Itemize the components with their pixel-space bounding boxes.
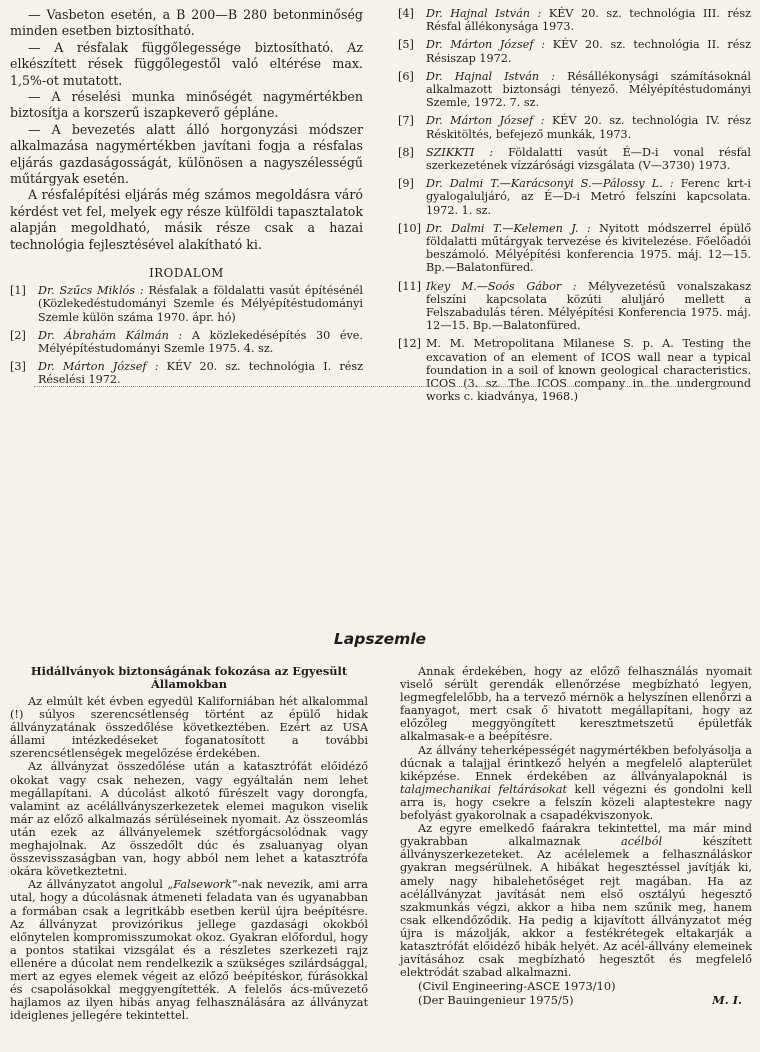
reference-item [10, 360, 363, 386]
reference-author: Dr. Hajnal István : [426, 7, 542, 20]
reference-number: [10] [398, 221, 421, 235]
paragraph-text: készített állványszerkezeteket. Az acélelemek a felhasználáskor gyakran megsérülnek. A hibákat hegesztéssel javítják ki, amely nagy hibalehetőséget rejt magában. Ha az acélállványzat javítását nem első osztályú hegesztő szakmunkás végzi, akkor a hiba nem szűnik meg, hanem csak elkendőződik. Ha pedig a kijavított állványzatot még újra is mázolják, akkor a festékrétegek eltakarják a katasztrófát előidéző hibák helyét. Az acél-állvány elemeinek javításához csak megbízható hegesztőt és megfelelő elektródát szabad alkalmazni. [400, 835, 752, 980]
reference-text: Mélyvezetésű vonalszakasz felszíni kapcsolata közúti aluljáró mellett a Felszabadulás téren. Mélyépítési Konferencia 1975. máj. 12—15. Bp.—Balatonfüred. [426, 279, 751, 333]
article-right-column [400, 665, 752, 1007]
reference-item [10, 329, 363, 355]
conclusion-paragraph-1: — Vasbeton esetén, a B 200—B 280 betonminőség minden esetben biztosítható. [10, 7, 363, 39]
article-paragraph [400, 744, 752, 823]
article-paragraph [400, 822, 752, 979]
reference-author: Dr. Dalmi T.—Karácsonyi S.—Pálossy L. : [426, 177, 674, 191]
reference-body [426, 70, 751, 110]
reference-number: [1] [10, 284, 26, 298]
reference-body [426, 114, 751, 140]
reference-item [398, 38, 751, 64]
paragraph-text: ”-nak nevezik, ami arra utal, hogy a dúcolásnak átmeneti feladata van és ugyanabban a formában csak a legritkább esetben kerül újra beépítésre. Az állványzat provizórikus jellege gazdasági okokból előnytelen kompromisszumokat okoz. Gyakran előfordul, hogy a pontos statikai vizsgálat és a részletes szerkezeti rajz ellenére a dúcolat nem rendelkezik a szükséges szilárdsággal, mert az egyes elemek végeit az előző beépítéskor, fúrásokkal és csapolásokkal meggyengítették. A felelős ács-művezető hajlamos az ilyen hibás anyag felhasználására az állványzat ideiglenes jellegére tekintettel. [10, 878, 368, 1023]
reference-item [398, 280, 751, 333]
reference-number: [11] [398, 279, 421, 293]
reference-text: A közlekedésépítés 30 éve. Mélyépítéstudományi Szemle 1975. 4. sz. [38, 328, 363, 355]
reference-body [426, 280, 751, 333]
reference-author: Dr. Dalmi T.—Kelemen J. : [426, 221, 591, 235]
reference-author: Dr. Márton József : [38, 360, 159, 374]
reference-body [426, 38, 751, 64]
source-signature-row [400, 993, 752, 1007]
reference-body [38, 360, 363, 386]
reference-text: Nyitott módszerrel épülő földalatti műtárgyak tervezése és kivitelezése. Főelőadói beszámoló. Mélyépítési konferencia 1975. máj. 12—15. Bp.—Balatonfüred. [426, 221, 751, 275]
reference-item [398, 222, 751, 275]
reference-item [398, 7, 751, 33]
article-paragraph [10, 878, 368, 1022]
article-paragraph: Annak érdekében, hogy az előző felhasználás nyomait viselő sérült gerendák ellenőrzése megbízható legyen, legmegfelelőbb, ha a tervező mérnök a helyszínen ellenőrzi a faanyagot, mert csak ő hivatott megállapítani, hogy az előzőleg meggyöngített keresztmetszetű épületfák alkalmasak-e a beépítésre. [400, 665, 752, 744]
top-left-column [10, 7, 363, 392]
paragraph-text: Az állványzatot angolul „ [28, 878, 174, 892]
reference-author: Dr. Szűcs Miklós : [38, 284, 144, 298]
reference-number: [9] [398, 177, 414, 191]
reference-body [426, 146, 751, 172]
reference-number: [6] [398, 69, 414, 83]
reference-number: [8] [398, 145, 414, 159]
emphasized-term: acélból [621, 835, 663, 849]
reference-author: Dr. Ábrahám Kálmán : [38, 328, 183, 342]
article-title: Hidállványok biztonságának fokozása az Egyesült Államokban [30, 664, 348, 691]
reference-number: [3] [10, 360, 26, 374]
reference-item [398, 114, 751, 140]
reference-text: Földalatti vasút É—D-i vonal résfal szerkezetének vízzárósági vizsgálata (V—3730) 1973. [426, 145, 752, 173]
conclusion-paragraph-3: — A réselési munka minőségét nagymértékben biztosítja a korszerű iszapkeverő gépláne. [10, 89, 363, 121]
conclusion-paragraph-5: A résfalépítési eljárás még számos megoldásra váró kérdést vet fel, melyek egy része külföldi tapasztalatok alapján megoldható, másik része csak a hazai technológia fejlesztésével alakítható ki. [10, 187, 363, 252]
reference-number: [12] [398, 337, 421, 351]
reference-body [426, 177, 751, 217]
conclusion-paragraph-2: — A résfalak függőlegessége biztosítható. Az elkészített rések függőlegestől való eltérése max. 1,5%-ot mutatott. [10, 39, 363, 88]
reference-text: KÉV 20. sz. technológia IV. rész Réskitöltés, befejező munkák, 1973. [426, 114, 751, 141]
reference-text: Résfalak a földalatti vasút építésénél (Közlekedéstudományi Szemle és Mélyépítéstudományi Szemle külön száma 1970. ápr. hó) [38, 284, 364, 324]
reference-author: SZIKKTI : [426, 145, 494, 159]
reference-item [398, 337, 751, 403]
reference-text: Résállékonysági számításoknál alkalmazott biztonsági tényező. Mélyépítéstudományi Szemle, 1972. 7. sz. [426, 69, 751, 110]
reference-author: Ikey M.—Soós Gábor : [426, 279, 577, 293]
emphasized-term: Falsework [173, 878, 232, 892]
reference-text: KÉV 20. sz. technológia II. rész Résiszap 1972. [426, 38, 751, 65]
reference-author: Dr. Márton József : [426, 114, 545, 128]
reference-number: [2] [10, 328, 26, 342]
reference-body [426, 222, 751, 275]
references-heading: IRODALOM [149, 266, 224, 281]
reference-number: [5] [398, 38, 414, 52]
paragraph-text: Az állvány teherképességét nagymértékben befolyásolja a dúcnak a talajjal érintkező helyén a megfelelő alapterület kiképzése. Ennek érdekében az állványalapoknál is [400, 743, 752, 783]
section-divider [34, 386, 744, 387]
paragraph-text: Az egyre emelkedő faárakra tekintettel, ma már mind gyakrabban alkalmaznak [400, 822, 752, 849]
section-title: Lapszemle [333, 630, 427, 648]
reference-text: Ferenc krt-i gyalogaluljáró, az É—D-i Metró felszíni kapcsolata. 1972. 1. sz. [426, 177, 751, 217]
top-right-column [398, 7, 751, 408]
reference-item [10, 284, 363, 324]
reference-item [398, 70, 751, 110]
reference-body [426, 7, 751, 33]
reference-body [38, 329, 363, 355]
reference-text: KÉV 20. sz. technológia III. rész Résfal állékonysága 1973. [426, 7, 752, 34]
reference-author: Dr. Hajnal István : [426, 69, 555, 83]
author-initials: M. I. [712, 993, 742, 1008]
reference-author: Dr. Márton József : [426, 38, 546, 52]
source-citation: (Civil Engineering-ASCE 1973/10) [418, 979, 616, 994]
source-citation: (Der Bauingenieur 1975/5) [418, 993, 574, 1008]
article-paragraph: Az elmúlt két évben egyedül Kaliforniában hét alkalommal (!) súlyos szerencsétlenség történt az épülő hidak állványzatának összedőlése következtében. Ezért az USA állami intézkedéseket foganatosított a további szerencsétlenségek megelőzése érdekében. [10, 695, 368, 761]
reference-text: KÉV 20. sz. technológia I. rész Réselési 1972. [38, 360, 363, 387]
paragraph-text: kell végezni és gondolni kell arra is, hogy csekre a felszín közeli alaptestekre nagy befolyást gyakorolnak a csapadékviszonyok. [400, 782, 752, 823]
reference-item [398, 146, 751, 172]
article-paragraph: Az állványzat összedőlése után a katasztrófát előidéző okokat vagy csak nehezen, vagy egyáltalán nem lehet megállapítani. A dúcolást alkotó fűrészelt vagy dorongfa, valamint az acélállványszerkezetek elemei magukon viselik már az előző alkalmazás sérüléseinek nyomait. Az összeomlás után ezek az állványelemek szétforgácsolódnak vagy meghajolnak. Az összedőlt dúc és zsaluanyag olyan összevisszaságban van, hogy abból nem lehet a katasztrófa okára következtetni. [10, 760, 368, 879]
reference-body [38, 284, 363, 324]
reference-number: [4] [398, 7, 414, 20]
article-left-column [10, 665, 368, 1022]
emphasized-term: talajmechanikai feltárásokat [400, 782, 568, 796]
reference-text: M. M. Metropolitana Milanese S. p. A. Testing the excavation of an element of ICOS wall near a typical foundation in a soil of known geological characteristics. ICOS (3. sz. The ICOS company in the underground works c. kiadványa, 1968.) [426, 337, 751, 404]
reference-body [426, 337, 751, 403]
reference-item [398, 177, 751, 217]
conclusion-paragraph-4: — A bevezetés alatt álló horgonyzási módszer alkalmazása nagymértékben javítani fogja a résfalas eljárás gazdaságosságát, különösen a nagyszélességű műtárgyak esetén. [10, 121, 363, 187]
reference-number: [7] [398, 114, 414, 128]
